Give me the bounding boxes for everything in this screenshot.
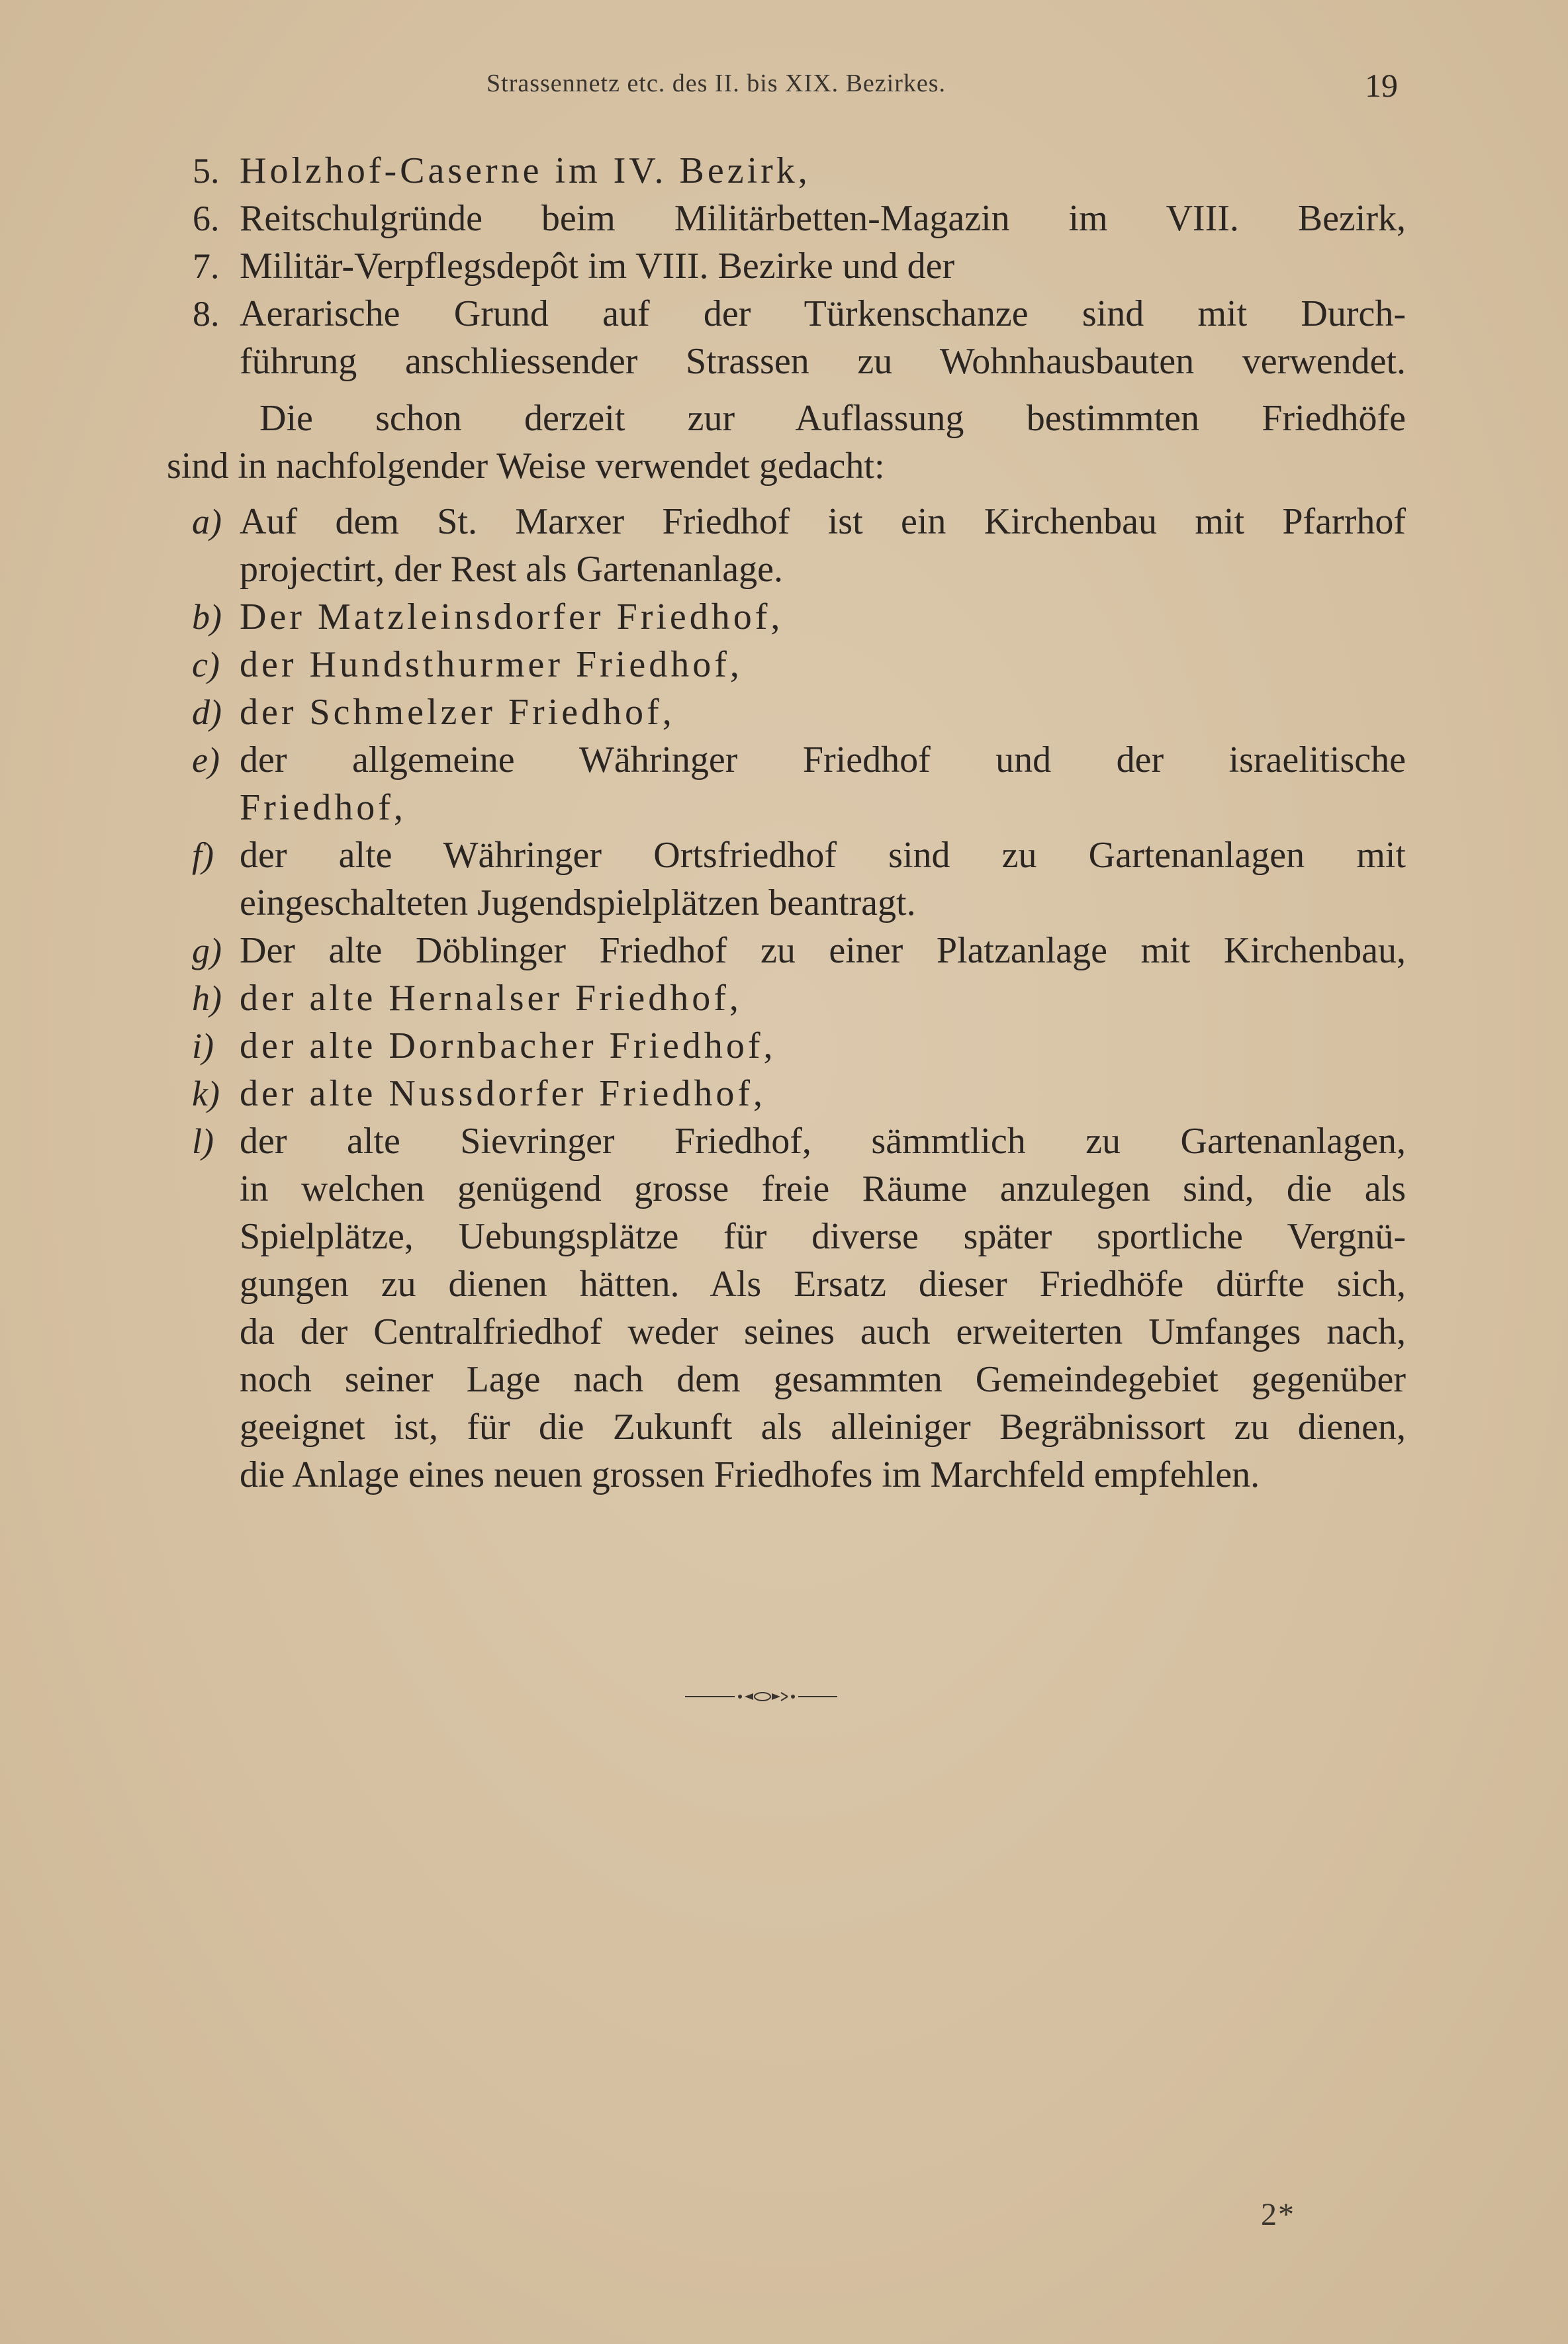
lettered-item-text: der alte Sievringer Friedhof, sämmtlich zu Gartenanlagen, (240, 1121, 1406, 1162)
item-label: d) (192, 692, 222, 732)
numbered-item-text: Reitschulgründe beim Militärbetten-Magazin im VIII. Bezirk, (240, 198, 1406, 239)
item-label: h) (192, 978, 222, 1018)
signature-mark: 2* (1261, 2197, 1295, 2232)
lettered-item-text: der alte Dornbacher Friedhof, (240, 1025, 776, 1066)
end-ornament-icon (682, 1687, 841, 1707)
lettered-item-continuation: in welchen genügend grosse freie Räume anzulegen sind, die als (240, 1168, 1406, 1209)
item-label: k) (192, 1074, 220, 1113)
running-header: Strassennetz etc. des II. bis XIX. Bezirkes. (486, 70, 946, 97)
item-label: f) (192, 835, 214, 875)
item-label: g) (192, 931, 222, 970)
lettered-item-continuation: projectirt, der Rest als Gartenanlage. (240, 549, 783, 590)
item-number: 8. (193, 294, 220, 334)
lettered-item-text: der alte Nussdorfer Friedhof, (240, 1073, 766, 1114)
lettered-item-continuation: eingeschalteten Jugendspielplätzen beantragt. (240, 882, 916, 923)
item-number: 5. (193, 151, 220, 191)
numbered-item-text: Militär-Verpflegsdepôt im VIII. Bezirke und der (240, 246, 955, 287)
lettered-item-text: der Hundsthurmer Friedhof, (240, 644, 743, 685)
paragraph-intro-line: sind in nachfolgender Weise verwendet gedacht: (167, 445, 885, 487)
item-number: 6. (193, 199, 220, 238)
item-label: e) (192, 740, 220, 780)
item-label: l) (192, 1121, 214, 1161)
numbered-item-continuation: führung anschliessender Strassen zu Wohnhausbauten verwendet. (240, 341, 1406, 382)
lettered-item-text: der alte Hernalser Friedhof, (240, 978, 742, 1019)
lettered-item-continuation: da der Centralfriedhof weder seines auch erweiterten Umfanges nach, (240, 1311, 1406, 1352)
page-number: 19 (1365, 67, 1398, 104)
lettered-item-text: Der alte Döblinger Friedhof zu einer Platzanlage mit Kirchenbau, (240, 930, 1406, 971)
lettered-item-text: der allgemeine Währinger Friedhof und der israelitische (240, 739, 1406, 780)
lettered-item-continuation: Friedhof, (240, 787, 406, 828)
lettered-item-text: der alte Währinger Ortsfriedhof sind zu Gartenanlagen mit (240, 835, 1406, 876)
item-label: i) (192, 1026, 214, 1066)
lettered-item-continuation: Spielplätze, Uebungsplätze für diverse später sportliche Vergnü- (240, 1216, 1406, 1257)
lettered-item-text: der Schmelzer Friedhof, (240, 692, 675, 733)
item-label: b) (192, 597, 222, 637)
numbered-item-text: Holzhof-Caserne im IV. Bezirk, (240, 150, 811, 191)
lettered-item-continuation: gungen zu dienen hätten. Als Ersatz dieser Friedhöfe dürfte sich, (240, 1264, 1406, 1305)
lettered-item-text: Der Matzleinsdorfer Friedhof, (240, 596, 784, 637)
item-number: 7. (193, 246, 220, 286)
lettered-item-continuation: geeignet ist, für die Zukunft als alleiniger Begräbnissort zu dienen, (240, 1407, 1406, 1448)
numbered-item-text: Aerarische Grund auf der Türkenschanze sind mit Durch- (240, 293, 1406, 334)
paragraph-intro-line: Die schon derzeit zur Auflassung bestimmten Friedhöfe (259, 398, 1406, 439)
lettered-item-text: Auf dem St. Marxer Friedhof ist ein Kirchenbau mit Pfarrhof (240, 501, 1406, 542)
item-label: a) (192, 502, 222, 541)
lettered-item-continuation: noch seiner Lage nach dem gesammten Gemeindegebiet gegenüber (240, 1359, 1406, 1400)
lettered-item-continuation: die Anlage eines neuen grossen Friedhofes im Marchfeld empfehlen. (240, 1454, 1260, 1495)
item-label: c) (192, 645, 220, 684)
